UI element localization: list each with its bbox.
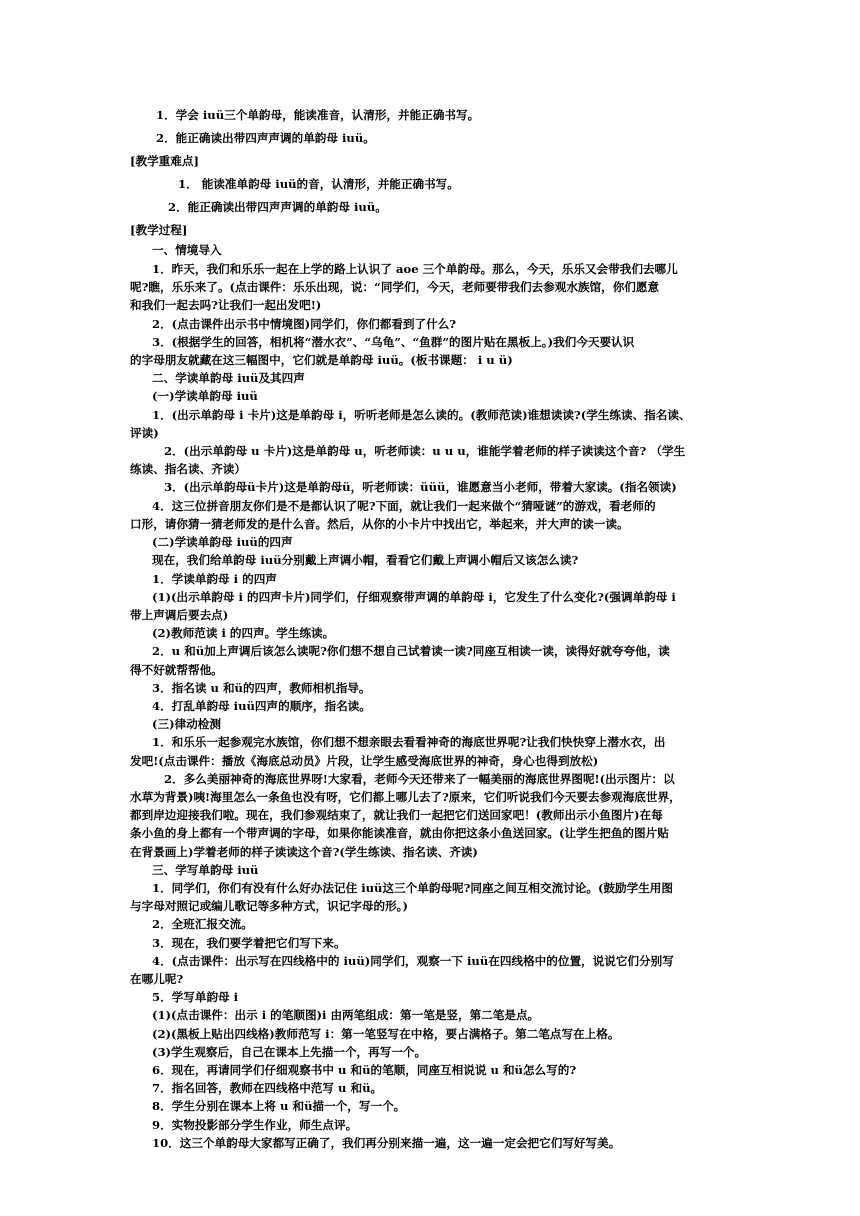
paragraph-line: (2)教师范读 i 的四声。学生练读。 (152, 626, 335, 640)
paragraph-line: (1)(点击课件：出示 i 的笔顺图)i 由两笔组成：第一笔是竖，第二笔是点。 (152, 1008, 540, 1022)
subheading-intro: 一、情境导入 (152, 243, 222, 257)
paragraph-line: (1)(出示单韵母 i 的四声卡片)同学们，仔细观察带声调的单韵母 i，它发生了什么变化?(强调单韵母 i (152, 590, 676, 604)
paragraph-line: 的字母朋友就藏在这三幅图中，它们就是单韵母 iuü。(板书课题： i u ü) (130, 353, 513, 367)
paragraph-line: 2．多么美丽神奇的海底世界呀!大家看，老师今天还带来了一幅美丽的海底世界图呢!(出示图片：以 (164, 772, 675, 786)
objective-1: 1．学会 iuü三个单韵母，能读准音，认清形，并能正确书写。 (156, 108, 480, 122)
paragraph-line: 4．打乱单韵母 iuü四声的顺序，指名读。 (152, 699, 371, 713)
subheading-part-3: (三)律动检测 (152, 717, 221, 731)
paragraph-line: 发吧!(点击课件：播放《海底总动员》片段，让学生感受海底世界的神奇，身心也得到放松) (130, 754, 599, 768)
paragraph-line: 1．(出示单韵母 i 卡片)这是单韵母 i，听听老师是怎么读的。(教师范读)谁想读读?(学生练读、指名读、 (152, 408, 691, 422)
section-heading-key-points: [教学重难点] (130, 154, 199, 168)
paragraph-line: 1．和乐乐一起参观完水族馆，你们想不想亲眼去看看神奇的海底世界呢?让我们快快穿上潜水衣，出 (152, 735, 666, 749)
paragraph-line: 与字母对照记或编儿歌记等多种方式，识记字母的形。) (130, 899, 408, 913)
subheading-part-1: (一)学读单韵母 iuü (152, 389, 258, 403)
paragraph-line: 4．(点击课件：出示写在四线格中的 iuü)同学们，观察一下 iuü在四线格中的位置，说说它们分别写 (152, 954, 674, 968)
paragraph-line: 5．学写单韵母 i (152, 990, 239, 1004)
paragraph-line: 在背景画上)学着老师的样子读读这个音?(学生练读、指名读、齐读) (130, 845, 478, 859)
paragraph-line: 条小鱼的身上都有一个带声调的字母，如果你能读准音，就由你把这条小鱼送回家。(让学生把鱼的图片贴 (130, 826, 669, 840)
key-point-1: 1． 能读准单韵母 iuü的音，认清形，并能正确书写。 (178, 177, 459, 191)
paragraph-line: 1．昨天，我们和乐乐一起在上学的路上认识了 aoe 三个单韵母。那么，今天，乐乐又会带我们去哪儿 (152, 262, 678, 276)
paragraph-line: 3．现在，我们要学着把它们写下来。 (152, 936, 346, 950)
paragraph-line: (2)(黑板上贴出四线格)教师范写 i：第一笔竖写在中格，要占满格子。第二笔点写在上格。 (152, 1027, 620, 1041)
paragraph-line: 2．全班汇报交流。 (152, 917, 253, 931)
paragraph-line: 2．(出示单韵母 u 卡片)这是单韵母 u，听老师读：u u u，谁能学着老师的样子读读这个音? （学生 (164, 444, 686, 458)
paragraph-line: 4．这三位拼音朋友你们是不是都认识了呢?下面，就让我们一起来做个“猜哑谜”的游戏，看老师的 (152, 499, 656, 513)
paragraph-line: 1．学读单韵母 i 的四声 (152, 572, 277, 586)
subheading-part-2: (二)学读单韵母 iuü的四声 (152, 535, 293, 549)
paragraph-line: 在哪儿呢? (130, 972, 184, 986)
paragraph-line: 3．(出示单韵母ü卡片)这是单韵母ü，听老师读：üüü，谁愿意当小老师，带着大家读。(指名领读) (164, 480, 677, 494)
paragraph-line: 带上声调后要去点) (130, 608, 229, 622)
paragraph-line: 评读) (130, 426, 159, 440)
paragraph-line: 和我们一起去吗?让我们一起出发吧!) (130, 298, 322, 312)
subheading-learn-read: 二、学读单韵母 iuü及其四声 (152, 371, 305, 385)
paragraph-line: 9．实物投影部分学生作业，师生点评。 (152, 1118, 358, 1132)
paragraph-line: 6．现在，再请同学们仔细观察书中 u 和ü的笔顺，同座互相说说 u 和ü怎么写的? (152, 1063, 577, 1077)
paragraph-line: 现在，我们给单韵母 iuü分别戴上声调小帽，看看它们戴上声调小帽后又该怎么读? (152, 553, 579, 567)
paragraph-line: 2．u 和ü加上声调后该怎么读呢?你们想不想自己试着读一读?同座互相读一读，读得好就夸夸他，读 (152, 644, 670, 658)
paragraph-line: 1．同学们，你们有没有什么好办法记住 iuü这三个单韵母呢?同座之间互相交流讨论。(鼓励学生用图 (152, 881, 673, 895)
paragraph-line: (3)学生观察后，自己在课本上先描一个，再写一个。 (152, 1045, 427, 1059)
paragraph-line: 2．(点击课件出示书中情境图)同学们，你们都看到了什么? (152, 317, 457, 331)
paragraph-line: 10．这三个单韵母大家都写正确了，我们再分别来描一遍，这一遍一定会把它们写好写美。 (152, 1136, 621, 1150)
paragraph-line: 8．学生分别在课本上将 u 和ü描一个，写一个。 (152, 1099, 406, 1113)
section-heading-process: [教学过程] (130, 223, 188, 237)
key-point-2: 2．能正确读出带四声声调的单韵母 iuü。 (168, 200, 387, 214)
paragraph-line: 口形，请你猜一猜老师发的是什么音。然后，从你的小卡片中找出它，举起来，并大声的读一读。 (130, 517, 629, 531)
paragraph-line: 水草为背景)咦!海里怎么一条鱼也没有呀，它们都上哪儿去了?原来，它们听说我们今天要去参观海底世界， (130, 790, 681, 804)
paragraph-line: 都到岸边迎接我们啦。现在，我们参观结束了，就让我们一起把它们送回家吧！(教师出示小鱼图片)在每 (130, 808, 663, 822)
paragraph-line: 练读、指名读、齐读） (130, 462, 246, 476)
paragraph-line: 3．(根据学生的回答，相机将“潜水衣”、“乌龟”、“鱼群”的图片贴在黑板上。)我们今天要认识 (152, 335, 635, 349)
objective-2: 2．能正确读出带四声声调的单韵母 iuü。 (156, 131, 375, 145)
paragraph-line: 3．指名读 u 和ü的四声，教师相机指导。 (152, 681, 371, 695)
paragraph-line: 得不好就帮帮他。 (130, 663, 223, 677)
paragraph-line: 呢?瞧，乐乐来了。(点击课件：乐乐出现，说：“同学们，今天，老师要带我们去参观水族馆，你们愿意 (130, 280, 660, 294)
subheading-learn-write: 三、学写单韵母 iuü (152, 863, 259, 877)
paragraph-line: 7．指名回答，教师在四线格中范写 u 和ü。 (152, 1081, 383, 1095)
